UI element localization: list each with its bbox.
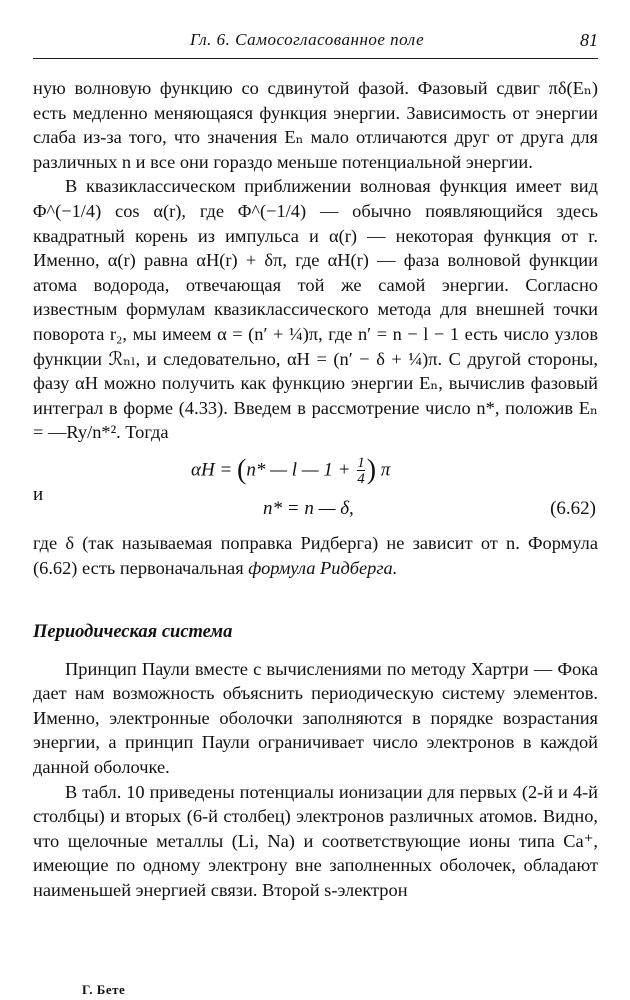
equation-alpha-h — [33, 445, 598, 489]
paragraph-3 — [33, 531, 598, 580]
conjunction: и — [33, 483, 44, 505]
spacer — [33, 521, 598, 531]
paragraph-3-italic: формула Ридберга. — [248, 557, 398, 578]
fraction-one-quarter — [357, 455, 365, 487]
header-rule — [33, 58, 598, 59]
paragraph-2: В квазиклассическом приближении волновая функция имеет вид Φ^(−1/4) cos α(r), где Φ^(−1/4) — обычно появляющийся здесь квадратный корень из импульса и α(r) — некоторая функция от r. Именно, α(r) равна αH(r) + δπ, где αH(r) — фаза волновой функции атома водорода, отвечающая той же самой энергии. Согласно известным формулам квазиклассического метода для внешней точки поворота r₂, мы имеем α = (n′ + ¼)π, где n′ = n − l − 1 есть число узлов функции ℛₙₗ, и следовательно, αH = (n′ − δ + ¼)π. С другой стороны, фазу αH можно получить как функцию энергии Eₙ, вычислив фазовый интеграл в форме (4.33). Введем в рассмотрение число n*, положив Eₙ = —Ry/n*². Тогда — [33, 176, 598, 443]
running-head — [0, 30, 630, 54]
paragraph-3-text: где δ (так называемая поправка Ридберга) не зависит от n. Формула (6.62) есть первоначальная — [33, 532, 598, 578]
paragraph-4: Принцип Паули вместе с вычислениями по методу Хартри — Фока дает нам возможность объяснить периодическую систему элементов. Именно, электронные оболочки заполняются в порядке возрастания энергии, а принцип Паули ограничивает число электронов в каждой данной оболочке. — [33, 658, 598, 778]
equation-lhs: αH = — [191, 459, 233, 481]
equation-tail: π — [380, 459, 391, 481]
equation-6-62 — [33, 483, 598, 521]
left-paren: ( — [237, 454, 247, 486]
footer-signature: Г. Бете — [82, 982, 126, 997]
fraction-numerator: 1 — [357, 454, 365, 471]
paragraph-1: ную волновую функцию со сдвинутой фазой. Фазовый сдвиг πδ(Eₙ) есть медленно меняющаяся функция энергии. Зависимость от энергии слаба из-за того, что значения Eₙ мало отличаются друг от друга для различных n и все они гораздо меньше потенциальной энергии. — [33, 78, 598, 172]
right-paren: ) — [366, 454, 377, 486]
equation-alpha-h-expr — [191, 455, 390, 487]
equation-number: (6.62) — [550, 497, 596, 519]
fraction-denominator: 4 — [357, 470, 365, 487]
equation-6-62-expr: n* = n — δ, — [263, 497, 354, 519]
page-number: 81 — [580, 30, 598, 50]
page-body — [33, 76, 598, 903]
running-title: Гл. 6. Самосогласованное поле — [190, 30, 425, 49]
equation-body: n* — l — 1 + — [246, 459, 351, 481]
paragraph-5: В табл. 10 приведены потенциалы ионизации для первых (2-й и 4-й столбцы) и вторых (6-й столбец) электронов различных атомов. Видно, что щелочные металлы (Li, Na) и соответствующие ионы типа Ca⁺, имеющие по одному электрону вне заполненных оболочек, обладают наименьшей энергией связи. Второй s-электрон — [33, 781, 598, 901]
section-title: Периодическая система — [33, 622, 233, 643]
